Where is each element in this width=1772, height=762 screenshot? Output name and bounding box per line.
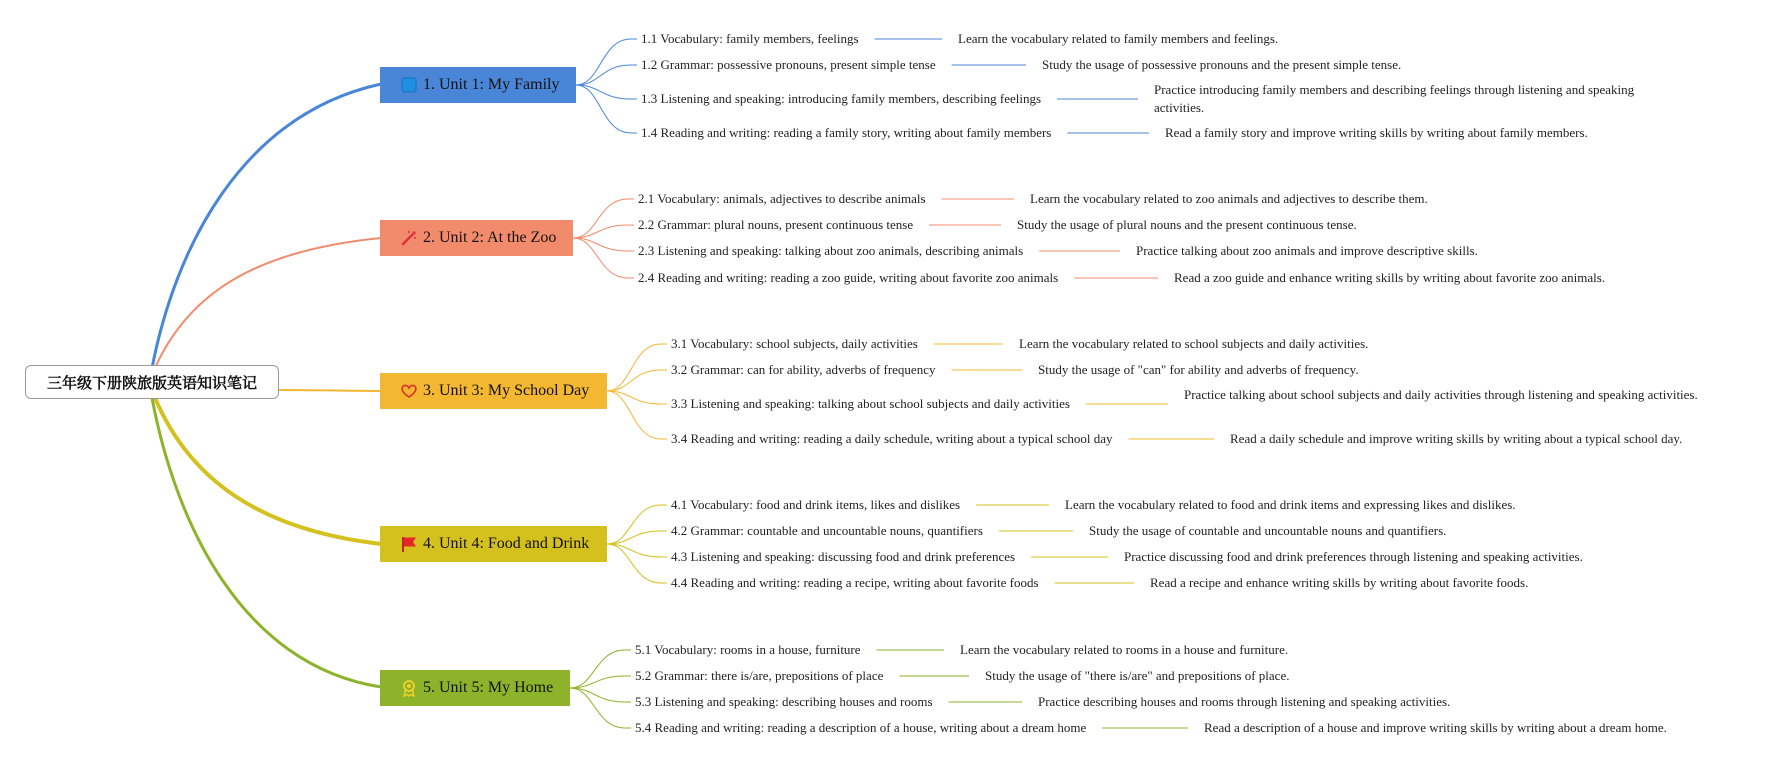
branch-line-unit-3 [279,390,381,391]
topic-connector [607,344,667,391]
topic-label: 1.1 Vocabulary: family members, feelings [641,31,859,46]
topic-detail: Study the usage of countable and uncountable nouns and quantifiers. [1089,523,1447,538]
topic-detail: Read a recipe and enhance writing skills by writing about favorite foods. [1150,575,1529,590]
topic-detail: Study the usage of "there is/are" and prepositions of place. [985,668,1290,683]
topic-connector [573,238,634,278]
topic-detail: Read a daily schedule and improve writing skills by writing about a typical school day. [1230,431,1683,446]
topic-connector [576,39,637,85]
topic-detail: Study the usage of possessive pronouns and the present simple tense. [1042,57,1402,72]
topic-detail: Practice talking about school subjects and daily activities through listening and speaking activities. [1184,387,1698,402]
topic-label: 4.4 Reading and writing: reading a recipe, writing about favorite foods [671,575,1039,590]
unit-label: 4. Unit 4: Food and Drink [423,535,590,552]
topic-label: 1.4 Reading and writing: reading a family story, writing about family members [641,125,1052,140]
topic-connector [570,650,631,688]
topic-label: 2.3 Listening and speaking: talking about zoo animals, describing animals [638,243,1024,258]
topic-label: 5.2 Grammar: there is/are, prepositions of place [635,668,884,683]
topic-label: 2.2 Grammar: plural nouns, present continuous tense [638,217,914,232]
topic-detail: Learn the vocabulary related to family members and feelings. [958,31,1279,46]
topic-label: 3.1 Vocabulary: school subjects, daily activities [671,336,918,351]
branch-line-unit-2 [155,238,381,368]
topic-label: 2.4 Reading and writing: reading a zoo guide, writing about favorite zoo animals [638,270,1059,285]
topic-label: 1.3 Listening and speaking: introducing family members, describing feelings [641,91,1042,106]
heart-icon [399,381,419,401]
unit-node-2[interactable] [380,220,573,256]
topic-label: 1.2 Grammar: possessive pronouns, present simple tense [641,57,936,72]
branch-line-unit-5 [152,398,381,687]
topic-label: 3.4 Reading and writing: reading a daily schedule, writing about a typical school day [671,431,1113,446]
topic-connector [607,505,667,544]
topic-label: 3.3 Listening and speaking: talking about school subjects and daily activities [671,396,1070,411]
unit-label: 5. Unit 5: My Home [423,679,554,696]
topic-connector [607,391,667,404]
topic-detail: Learn the vocabulary related to rooms in a house and furniture. [960,642,1289,657]
topic-connector [607,544,667,583]
topic-connector [570,688,631,728]
unit-label: 1. Unit 1: My Family [423,76,560,93]
topic-detail: Practice talking about zoo animals and improve descriptive skills. [1136,243,1478,258]
unit-node-1[interactable] [380,67,576,103]
topic-connector-group [570,39,1214,728]
topic-label: 5.1 Vocabulary: rooms in a house, furniture [635,642,861,657]
unit-node-3[interactable] [380,373,607,409]
red-flag-icon [399,534,419,554]
unit-node-4[interactable] [380,526,607,562]
topic-detail: Read a family story and improve writing skills by writing about family members. [1165,125,1588,140]
topic-label: 4.1 Vocabulary: food and drink items, likes and dislikes [671,497,961,512]
topic-detail: Study the usage of plural nouns and the present continuous tense. [1017,217,1357,232]
root-node[interactable] [25,365,279,399]
unit-node-5[interactable] [380,670,570,706]
topic-detail: Practice describing houses and rooms through listening and speaking activities. [1038,694,1451,709]
topic-detail: Learn the vocabulary related to school subjects and daily activities. [1019,336,1369,351]
topic-label: 2.1 Vocabulary: animals, adjectives to describe animals [638,191,926,206]
unit-label: 3. Unit 3: My School Day [423,382,590,399]
topic-detail: Learn the vocabulary related to food and drink items and expressing likes and dislikes. [1065,497,1516,512]
blue-square-icon [399,75,419,95]
unit-label: 2. Unit 2: At the Zoo [423,229,557,246]
topic-label: 4.3 Listening and speaking: discussing food and drink preferences [671,549,1016,564]
root-title: 三年级下册陕旅版英语知识笔记 [46,373,257,392]
topic-label: 3.2 Grammar: can for ability, adverbs of frequency [671,362,936,377]
topic-detail: Read a description of a house and improve writing skills by writing about a dream home. [1204,720,1667,735]
topic-connector [573,199,634,238]
branch-line-unit-1 [152,84,381,368]
award-ribbon-icon [399,678,419,698]
topic-connector [607,391,667,439]
topic-detail: Learn the vocabulary related to zoo animals and adjectives to describe them. [1030,191,1428,206]
topic-detail: Practice discussing food and drink preferences through listening and speaking activities. [1124,549,1583,564]
magic-wand-icon [399,228,419,248]
topic-label: 5.4 Reading and writing: reading a description of a house, writing about a dream home [635,720,1087,735]
topic-label: 5.3 Listening and speaking: describing houses and rooms [635,694,933,709]
topic-detail: Read a zoo guide and enhance writing skills by writing about favorite zoo animals. [1174,270,1606,285]
topic-detail: Study the usage of "can" for ability and adverbs of frequency. [1038,362,1359,377]
topic-connector [576,85,637,133]
topic-detail: Practice introducing family members and describing feelings through listening and speaking activities. [1154,82,1635,115]
topic-label: 4.2 Grammar: countable and uncountable nouns, quantifiers [671,523,983,538]
